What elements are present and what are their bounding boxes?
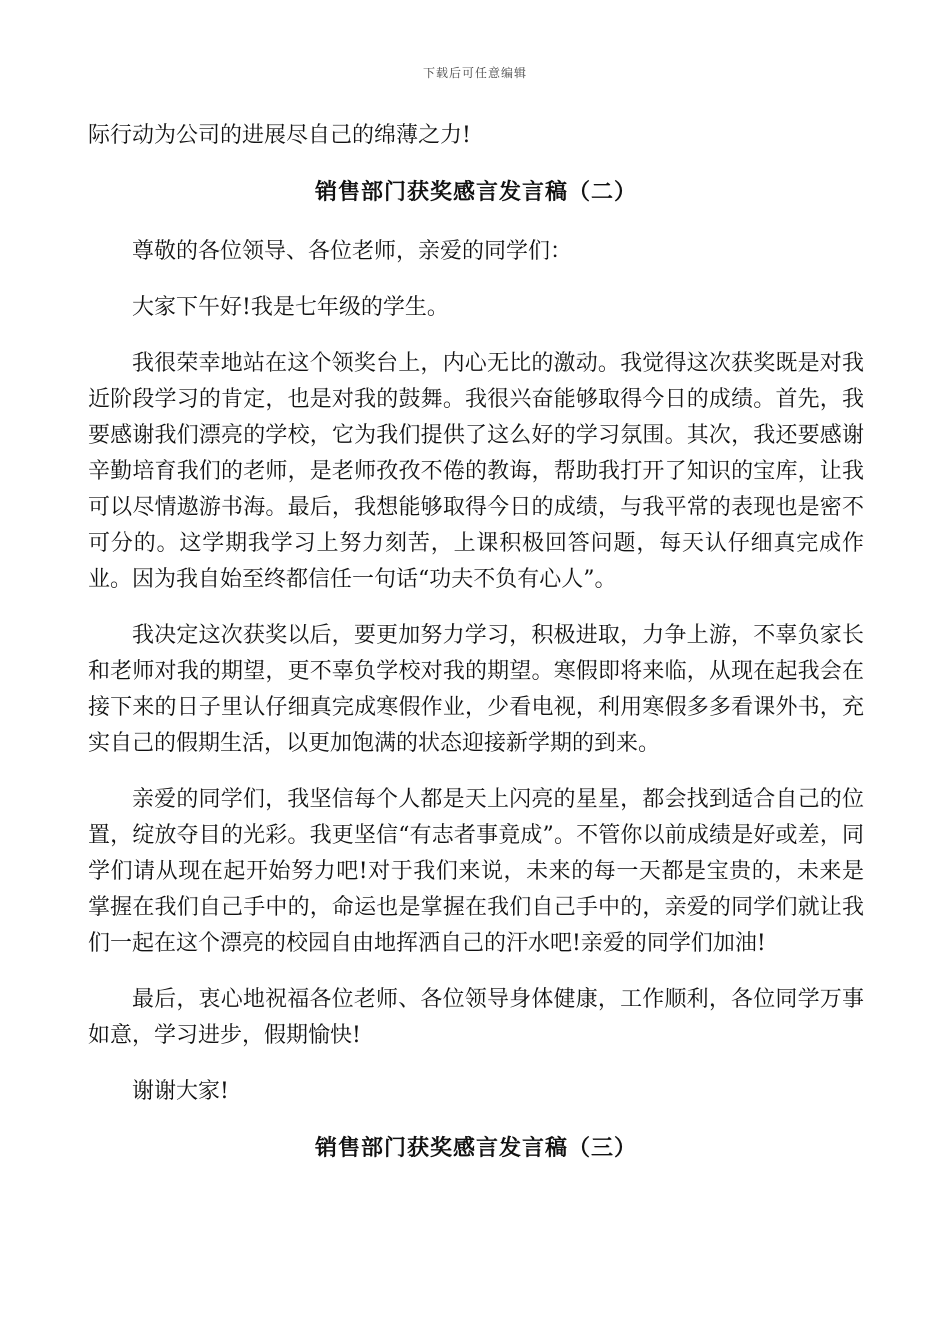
continuation-paragraph: 际行动为公司的进展尽自己的绵薄之力! xyxy=(88,123,471,148)
intro-paragraph: 大家下午好!我是七年级的学生。 xyxy=(132,295,449,320)
page-header: 下载后可任意编辑 xyxy=(422,66,527,80)
section-3-title: 销售部门获奖感言发言稿（三） xyxy=(314,1135,637,1161)
body-paragraph-1: 我很荣幸地站在这个领奖台上，内心无比的激动。我觉得这次获奖既是对我近阶段学习的肯定，也是对我的鼓舞。我很兴奋能够取得今日的成绩。首先，我要感谢我们漂亮的学校，它为我们提供了这么好的学习氛围。其次，我还要感谢辛勤培育我们的老师，是老师孜孜不倦的教诲，帮助我打开了知识的宝库，让我可以尽情遨游书海。最后，我想能够取得今日的成绩，与我平常的表现也是密不可分的。这学期我学习上努力刻苦，上课积极回答问题，每天认仔细真完成作业。因为我自始至终都信任一句话“功夫不负有心人”。 xyxy=(88,351,864,592)
body-paragraph-3: 亲爱的同学们，我坚信每个人都是天上闪亮的星星，都会找到适合自己的位置，绽放夺目的光彩。我更坚信“有志者事竟成”。不管你以前成绩是好或差，同学们请从现在起开始努力吧!对于我们来说，未来的每一天都是宝贵的，未来是掌握在我们自己手中的，命运也是掌握在我们自己手中的，亲爱的同学们就让我们一起在这个漂亮的校园自由地挥洒自己的汗水吧!亲爱的同学们加油! xyxy=(88,787,864,956)
section-2-title: 销售部门获奖感言发言稿（二） xyxy=(314,179,637,205)
body-paragraph-2: 我决定这次获奖以后，要更加努力学习，积极进取，力争上游，不辜负家长和老师对我的期望，更不辜负学校对我的期望。寒假即将来临，从现在起我会在接下来的日子里认仔细真完成寒假作业，少看电视，利用寒假多多看课外书，充实自己的假期生活，以更加饱满的状态迎接新学期的到来。 xyxy=(88,623,864,756)
body-paragraph-4: 最后，衷心地祝福各位老师、各位领导身体健康，工作顺利，各位同学万事如意，学习进步，假期愉快! xyxy=(88,987,864,1048)
document-body xyxy=(88,118,864,1190)
greeting-paragraph: 尊敬的各位领导、各位老师，亲爱的同学们： xyxy=(132,239,573,264)
closing-paragraph: 谢谢大家! xyxy=(132,1079,229,1104)
